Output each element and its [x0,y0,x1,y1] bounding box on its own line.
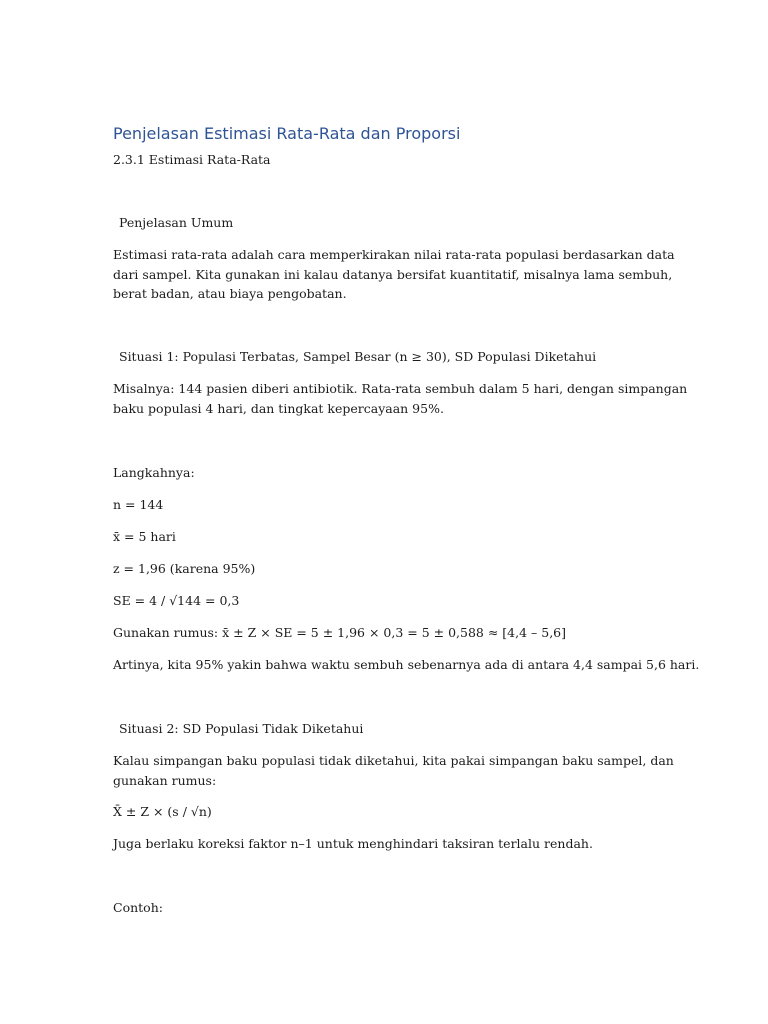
step-item: z = 1,96 (karena 95%) [113,561,256,576]
general-paragraph-line: Estimasi rata-rata adalah cara memperkirakan nilai rata-rata populasi berdasarkan data [113,247,675,262]
situation2-paragraph [113,751,673,790]
step-item: Gunakan rumus: x̄ ± Z × SE = 5 ± 1,96 × 0,3 = 5 ± 0,588 ≈ [4,4 – 5,6] [113,625,567,640]
step-item: n = 144 [113,497,164,512]
situation2-formula: X̄ ± Z × (s / √n) [113,804,212,819]
general-paragraph [113,245,673,304]
steps-label: Langkahnya: [113,465,195,480]
situation2-paragraph-line: gunakan rumus: [113,772,217,788]
document-title: Penjelasan Estimasi Rata-Rata dan Proporsi [113,124,461,143]
situation2-heading: Situasi 2: SD Populasi Tidak Diketahui [119,721,364,736]
section-title: 2.3.1 Estimasi Rata-Rata [113,152,271,167]
situation1-paragraph-line: baku populasi 4 hari, dan tingkat kepercayaan 95%. [113,400,444,416]
step-item: x̄ = 5 hari [113,529,176,544]
situation2-paragraph-line: Kalau simpangan baku populasi tidak diketahui, kita pakai simpangan baku sampel, dan [113,753,674,768]
situation1-heading: Situasi 1: Populasi Terbatas, Sampel Besar (n ≥ 30), SD Populasi Diketahui [119,349,597,364]
situation1-paragraph-line: Misalnya: 144 pasien diberi antibiotik. Rata-rata sembuh dalam 5 hari, dengan simpangan [113,381,688,396]
general-paragraph-line: berat badan, atau biaya pengobatan. [113,286,347,301]
example-label: Contoh: [113,900,163,915]
step-item: Artinya, kita 95% yakin bahwa waktu sembuh sebenarnya ada di antara 4,4 sampai 5,6 hari. [113,657,700,672]
situation2-note: Juga berlaku koreksi faktor n–1 untuk menghindari taksiran terlalu rendah. [113,836,593,851]
step-item: SE = 4 / √144 = 0,3 [113,593,240,608]
general-heading: Penjelasan Umum [119,215,234,230]
general-paragraph-line: dari sampel. Kita gunakan ini kalau datanya bersifat kuantitatif, misalnya lama sembuh, [113,266,673,282]
situation1-paragraph [113,379,688,418]
